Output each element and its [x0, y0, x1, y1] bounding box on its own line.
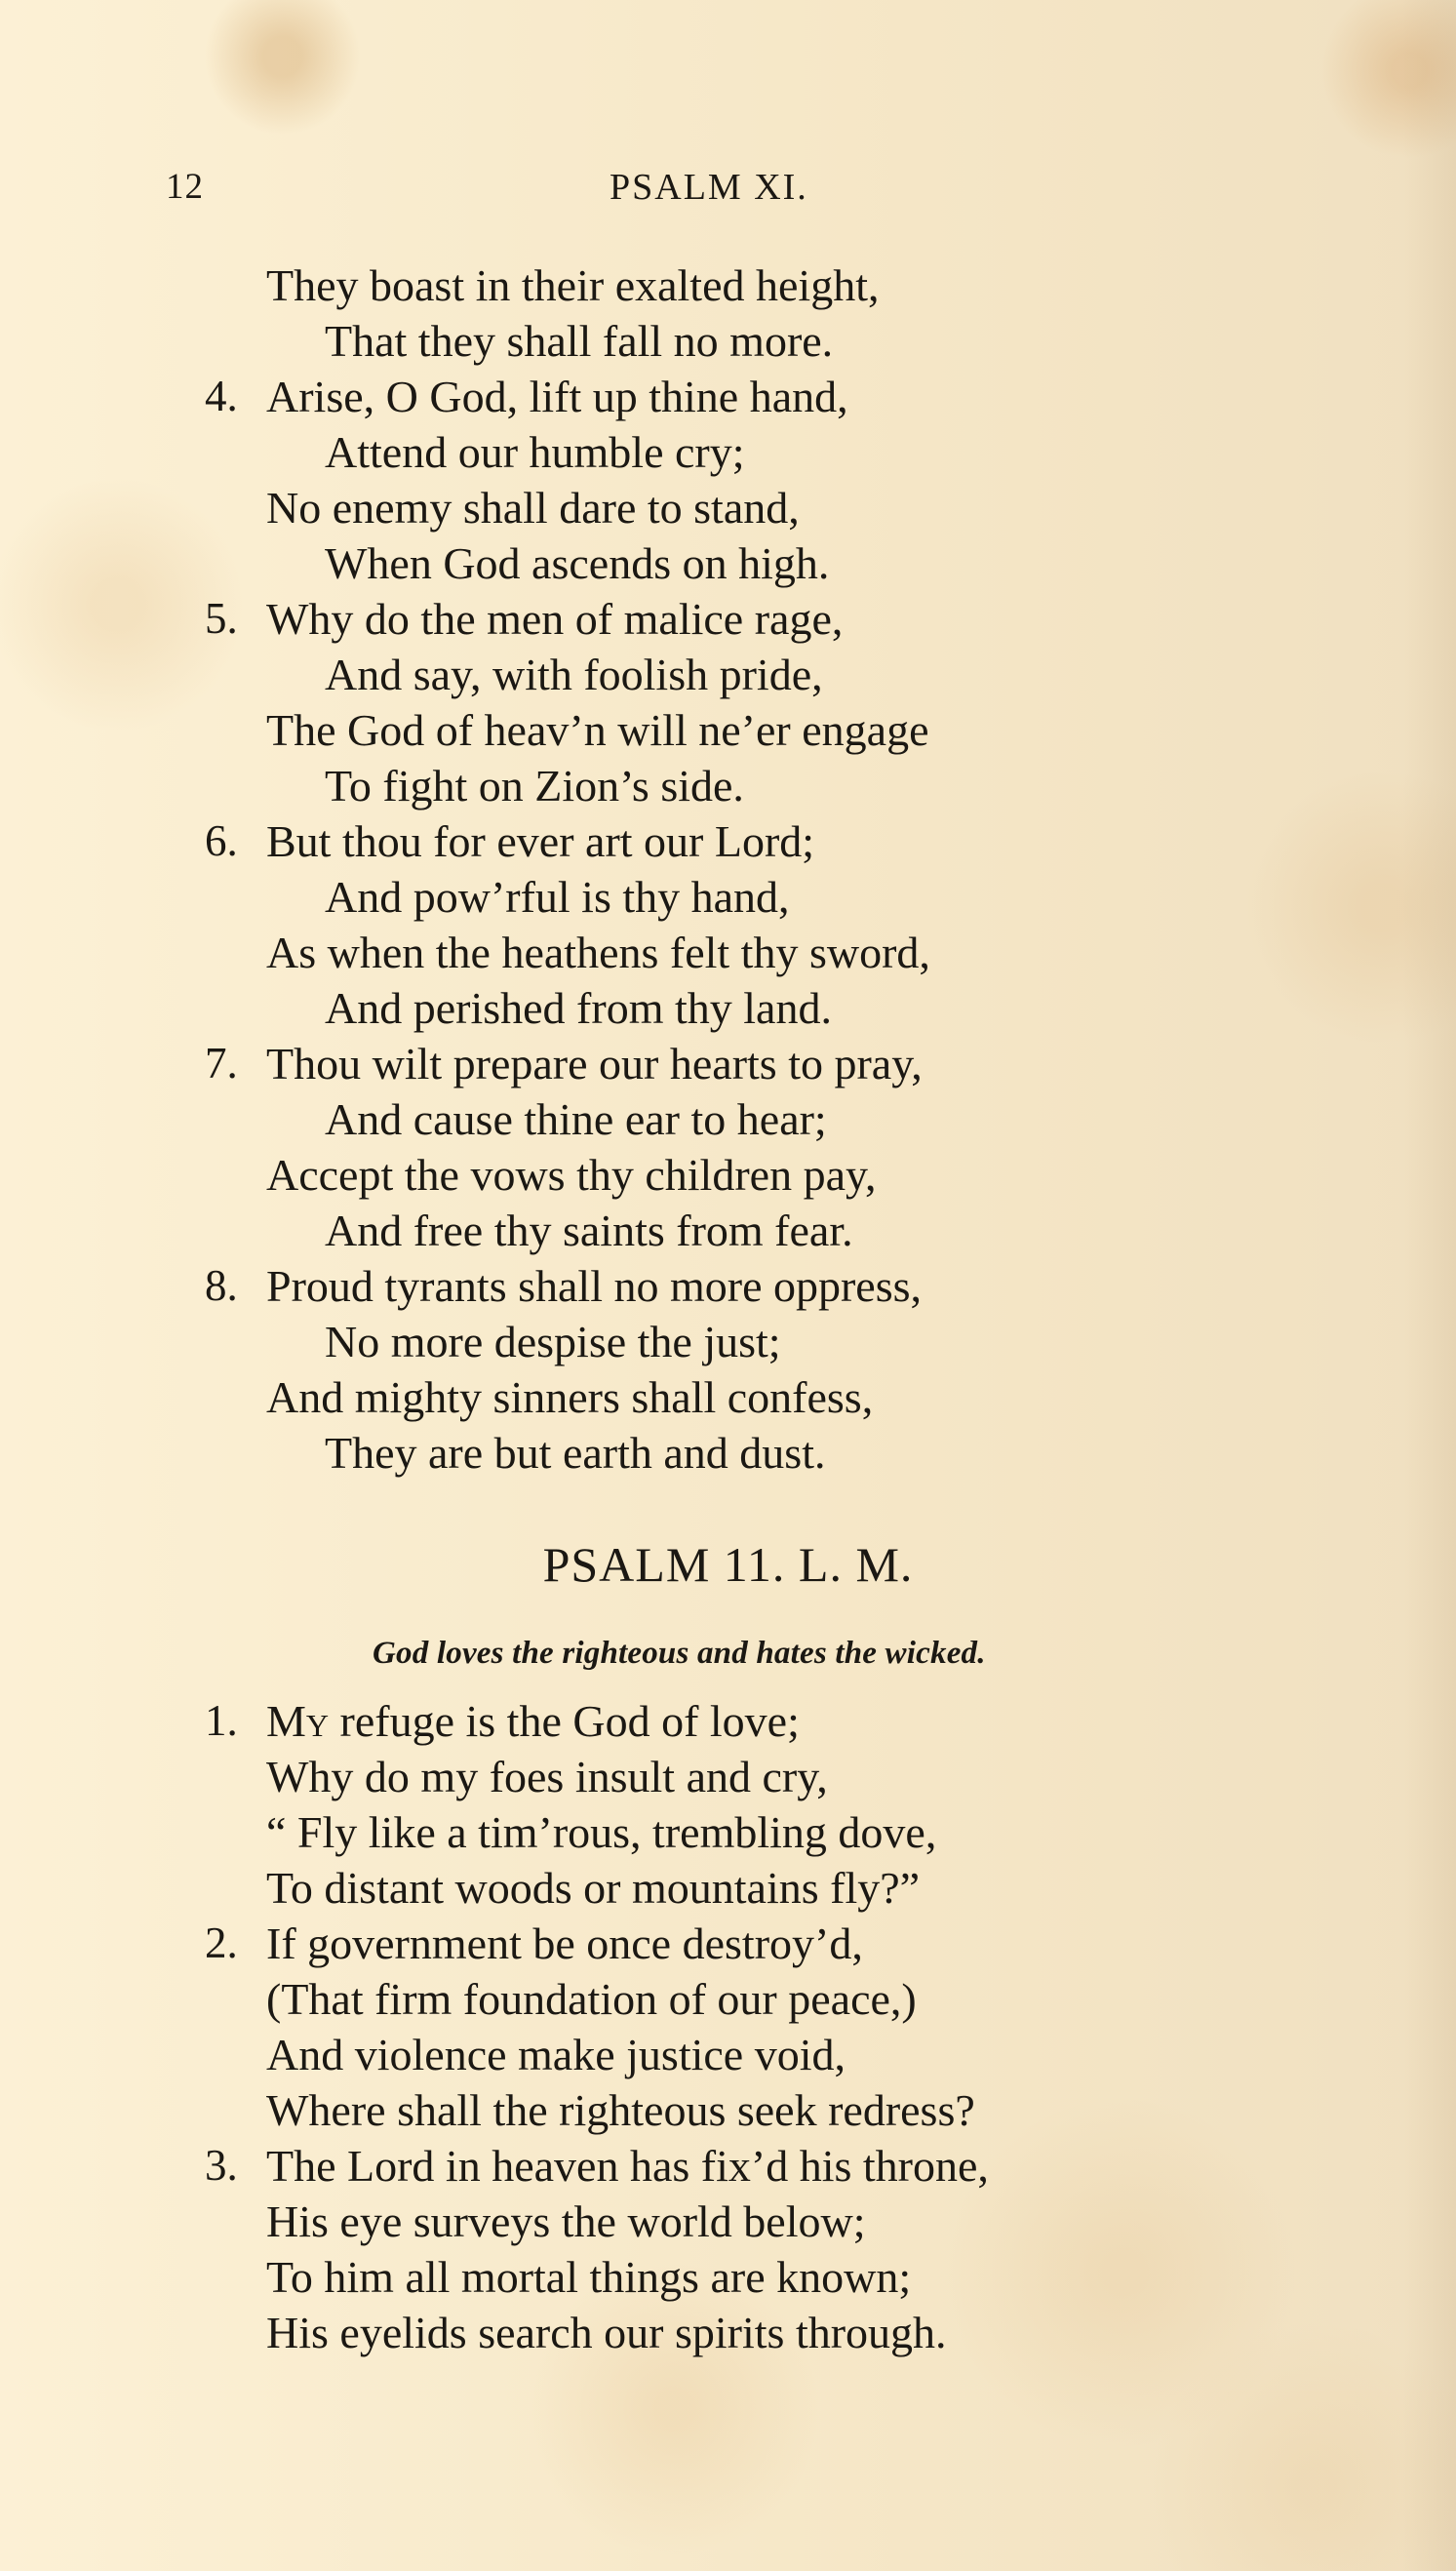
- poem-line: [205, 647, 1336, 702]
- poem-line: [205, 1258, 1336, 1314]
- poem-text: His eye surveys the world below;: [266, 2196, 866, 2246]
- poem-text: Thou wilt prepare our hearts to pray,: [266, 1039, 923, 1088]
- poem-line: [205, 702, 1336, 758]
- poem-line: [205, 1916, 1336, 1971]
- poem-line: [205, 925, 1336, 980]
- poem-text: They boast in their exalted height,: [266, 260, 880, 310]
- poem-line: [205, 1693, 1336, 1749]
- poem-line: [205, 2027, 1336, 2082]
- poem-line: [205, 758, 1336, 813]
- poem-line: [205, 2138, 1336, 2194]
- verse-number: 7.: [205, 1039, 238, 1088]
- poem-line: [205, 257, 1336, 313]
- poem-text: If government be once destroy’d,: [266, 1918, 863, 1968]
- poem-text: The God of heav’n will ne’er engage: [266, 705, 929, 755]
- poem-line: [205, 980, 1336, 1036]
- verse-number: 1.: [205, 1696, 238, 1745]
- poem-line: [205, 1860, 1336, 1916]
- poem-text: As when the heathens felt thy sword,: [266, 928, 930, 977]
- poem-text: Why do my foes insult and cry,: [266, 1752, 828, 1801]
- poem-text: When God ascends on high.: [325, 538, 830, 588]
- small-caps-opening: My: [266, 1696, 330, 1746]
- poem-line: [205, 313, 1336, 369]
- poem-line: [205, 591, 1336, 647]
- poem-text: And perished from thy land.: [325, 983, 832, 1033]
- poem-text: That they shall fall no more.: [325, 316, 834, 366]
- poem-text: His eyelids search our spirits through.: [266, 2308, 947, 2357]
- verse-number: 8.: [205, 1261, 238, 1310]
- page-edge-shadow: [1402, 0, 1456, 2571]
- poem-text: And mighty sinners shall confess,: [266, 1372, 874, 1422]
- poem-line: [205, 1425, 1336, 1481]
- verse-number: 2.: [205, 1918, 238, 1967]
- poem-line: [205, 1203, 1336, 1258]
- poem-line: [205, 2082, 1336, 2138]
- running-header: [0, 166, 1456, 224]
- poem-line: [205, 1971, 1336, 2027]
- poem-line: [205, 480, 1336, 535]
- poem-text: Accept the vows thy children pay,: [266, 1150, 877, 1200]
- verse-number: 5.: [205, 594, 238, 643]
- poem-line: [205, 424, 1336, 480]
- poem-text: To him all mortal things are known;: [266, 2252, 912, 2302]
- poem-text: Attend our humble cry;: [325, 427, 745, 477]
- poem-line: [205, 1314, 1336, 1369]
- poem-text: No more despise the just;: [325, 1317, 781, 1366]
- poem-line: [205, 1804, 1336, 1860]
- poem-line: [205, 1749, 1336, 1804]
- poem-text: And say, with foolish pride,: [325, 650, 823, 699]
- first-poem-section: [205, 257, 1336, 1481]
- poem-line: [205, 813, 1336, 869]
- poem-text: Proud tyrants shall no more oppress,: [266, 1261, 923, 1311]
- poem-text: The Lord in heaven has fix’d his throne,: [266, 2141, 989, 2191]
- poem-text: To distant woods or mountains fly?”: [266, 1863, 921, 1913]
- poem-text: And pow’rful is thy hand,: [325, 872, 790, 922]
- poem-text: (That firm foundation of our peace,): [266, 1974, 917, 2024]
- poem-text: [266, 1693, 800, 1749]
- opening-line-rest: refuge is the God of love;: [329, 1696, 800, 1746]
- running-title: PSALM XI.: [610, 167, 808, 208]
- poem-line: [205, 2305, 1336, 2360]
- poem-line: [205, 2249, 1336, 2305]
- poem-text: Where shall the righteous seek redress?: [266, 2085, 975, 2135]
- psalm-heading: PSALM 11. L. M.: [542, 1537, 914, 1592]
- poem-line: [205, 369, 1336, 424]
- verse-number: 6.: [205, 816, 238, 865]
- poem-text: And cause thine ear to hear;: [325, 1094, 827, 1144]
- poem-line: [205, 2194, 1336, 2249]
- poem-line: [205, 535, 1336, 591]
- psalm-subtitle: God loves the righteous and hates the wicked.: [373, 1636, 986, 1671]
- poem-line: [205, 1091, 1336, 1147]
- poem-line: [205, 1147, 1336, 1203]
- poem-text: No enemy shall dare to stand,: [266, 483, 800, 533]
- poem-line: [205, 1036, 1336, 1091]
- page-number: 12: [166, 167, 204, 207]
- poem-line: [205, 1369, 1336, 1425]
- poem-text: Why do the men of malice rage,: [266, 594, 844, 644]
- second-poem-section: [205, 1693, 1336, 2360]
- verse-number: 4.: [205, 372, 238, 420]
- poem-text: But thou for ever art our Lord;: [266, 816, 815, 866]
- poem-text: “ Fly like a tim’rous, trembling dove,: [266, 1807, 937, 1857]
- poem-text: And violence make justice void,: [266, 2030, 846, 2079]
- poem-text: Arise, O God, lift up thine hand,: [266, 372, 848, 421]
- poem-text: To fight on Zion’s side.: [325, 761, 744, 811]
- poem-text: They are but earth and dust.: [325, 1428, 826, 1478]
- poem-line: [205, 869, 1336, 925]
- poem-text: And free thy saints from fear.: [325, 1206, 853, 1255]
- verse-number: 3.: [205, 2141, 238, 2190]
